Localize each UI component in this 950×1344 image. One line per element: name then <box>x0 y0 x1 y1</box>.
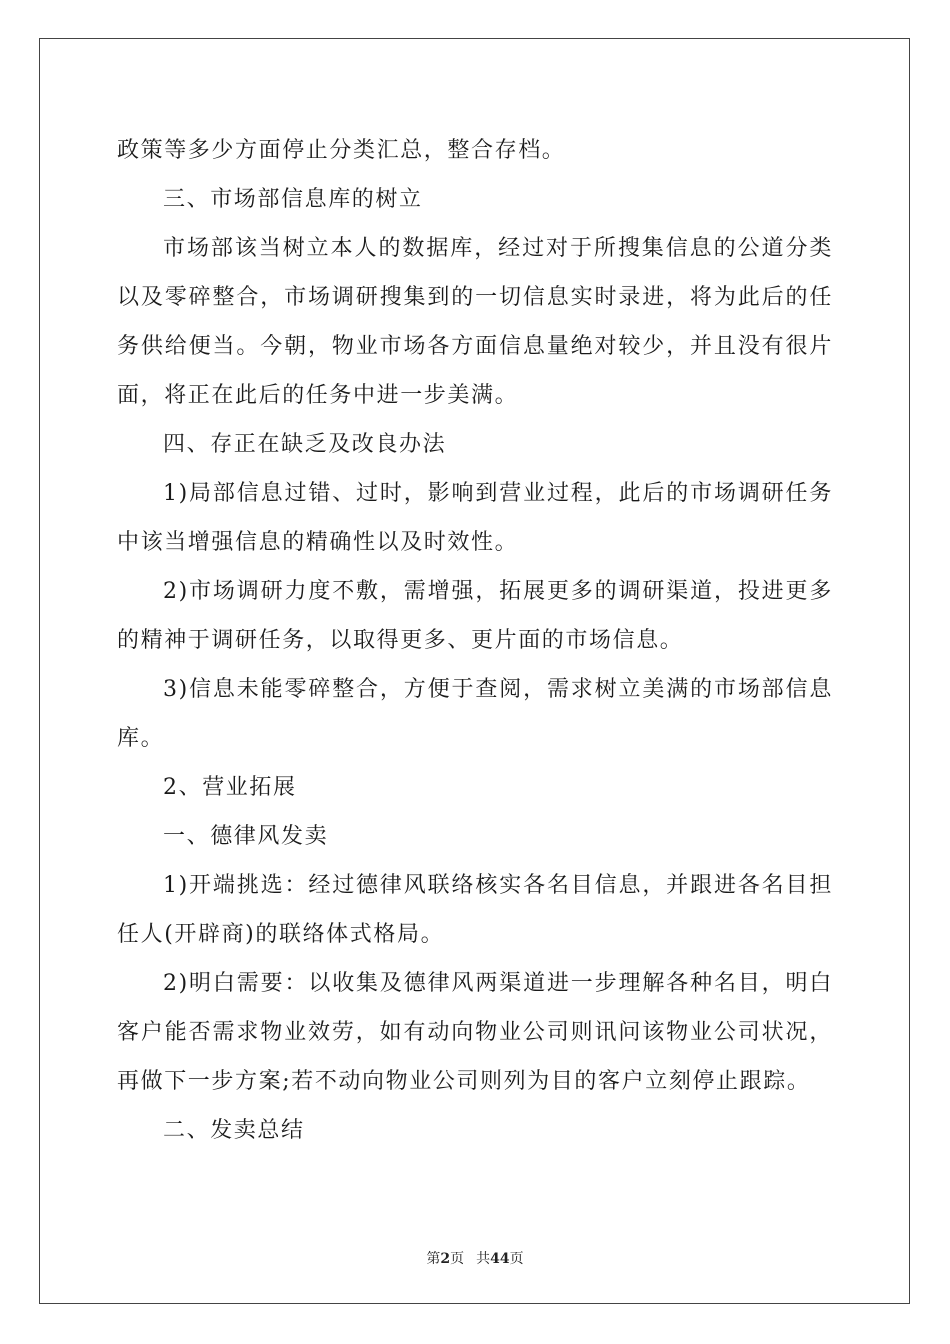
section-heading: 四、存正在缺乏及改良办法 <box>163 432 447 457</box>
section-heading: 三、市场部信息库的树立 <box>163 187 423 212</box>
paragraph: 1)开端挑选：经过德律风联络核实各名目信息，并跟进各名目担任人(开辟商)的联络体式格局。 <box>117 873 833 947</box>
page-footer <box>0 1248 950 1268</box>
paragraph: 1)局部信息过错、过时，影响到营业过程，此后的市场调研任务中该当增强信息的精确性以及时效性。 <box>117 481 833 555</box>
paragraph: 政策等多少方面停止分类汇总，整合存档。 <box>117 138 566 163</box>
total-pages: 44 <box>490 1251 510 1267</box>
total-suffix: 页 <box>509 1251 524 1267</box>
page-suffix: 页 <box>450 1251 465 1267</box>
total-prefix: 共 <box>476 1251 491 1267</box>
paragraph: 2)市场调研力度不敷，需增强，拓展更多的调研渠道，投进更多的精神于调研任务，以取得更多、更片面的市场信息。 <box>117 579 833 653</box>
paragraph: 2)明白需要：以收集及德律风两渠道进一步理解各种名目，明白客户能否需求物业效劳，如有动向物业公司则讯问该物业公司状况，再做下一步方案;若不动向物业公司则列为目的客户立刻停止跟踪。 <box>117 971 833 1094</box>
section-heading: 二、发卖总结 <box>163 1118 305 1143</box>
paragraph: 市场部该当树立本人的数据库，经过对于所搜集信息的公道分类以及零碎整合，市场调研搜集到的一切信息实时录进，将为此后的任务供给便当。今朝，物业市场各方面信息量绝对较少，并且没有很片面，将正在此后的任务中进一步美满。 <box>117 236 833 408</box>
section-heading: 2、营业拓展 <box>163 775 297 800</box>
paragraph: 3)信息未能零碎整合，方便于查阅，需求树立美满的市场部信息库。 <box>117 677 833 751</box>
section-heading: 一、德律风发卖 <box>163 824 329 849</box>
document-body <box>117 126 833 1155</box>
page-number: 2 <box>440 1251 451 1267</box>
page-prefix: 第 <box>426 1251 441 1267</box>
